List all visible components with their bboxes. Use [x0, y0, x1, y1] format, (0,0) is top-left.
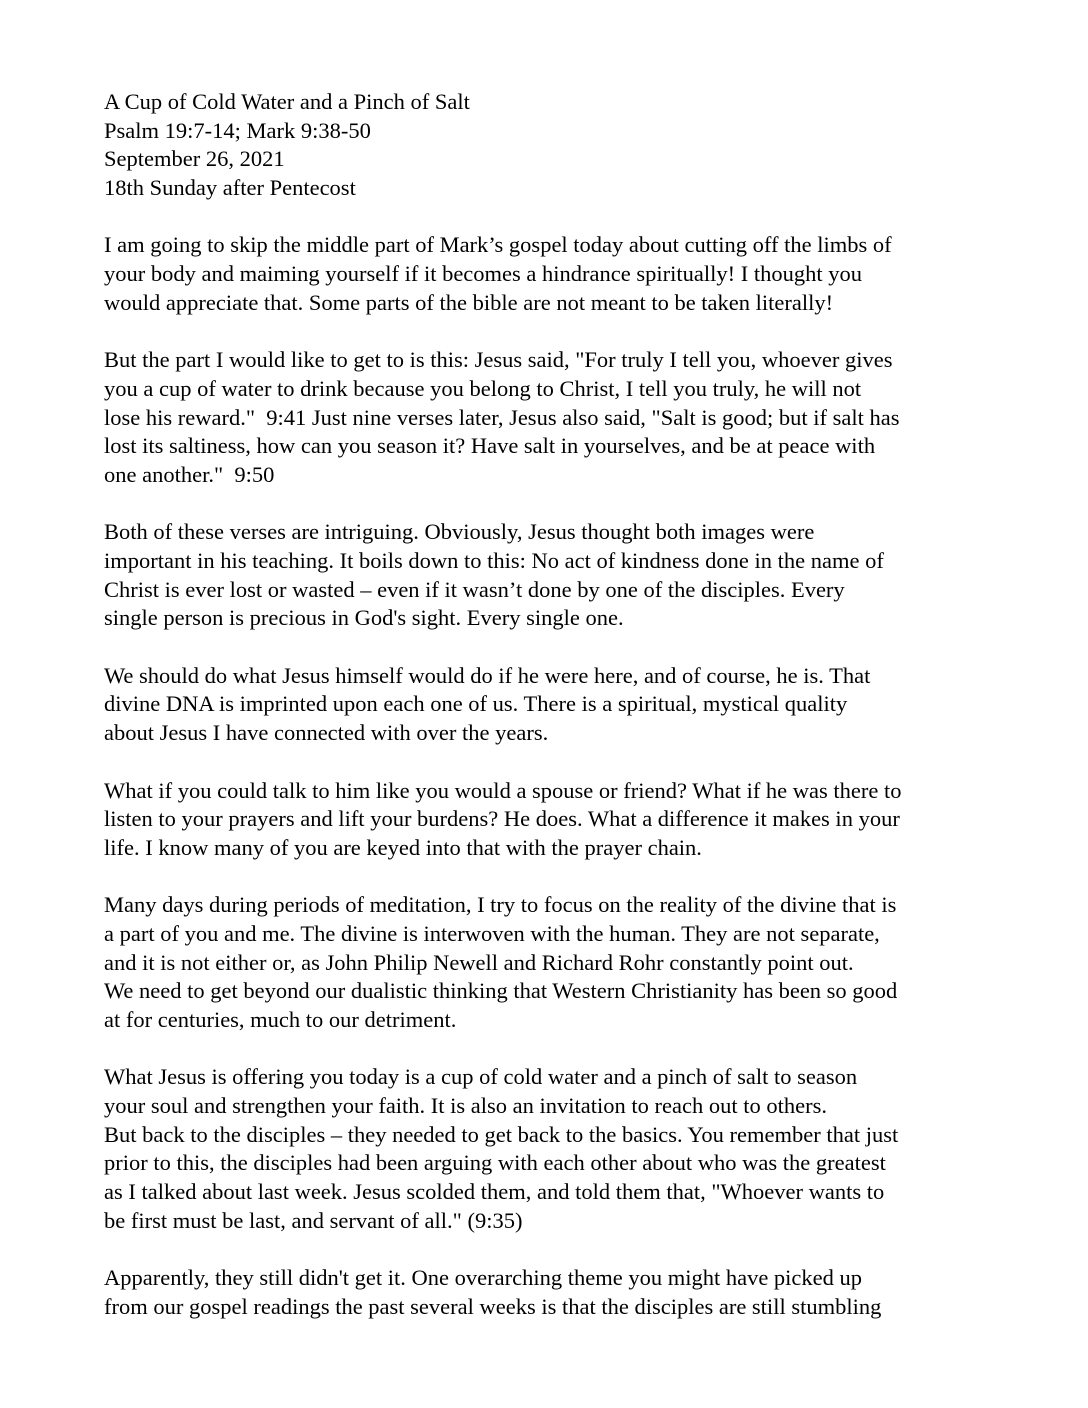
paragraph-line: We need to get beyond our dualistic thinking that Western Christianity has been so good	[104, 978, 898, 1004]
paragraph-line: a part of you and me. The divine is interwoven with the human. They are not separate,	[104, 920, 880, 946]
paragraph	[104, 1264, 1004, 1321]
paragraph-gap	[104, 318, 1004, 347]
paragraph	[104, 662, 1004, 748]
paragraph-line: Both of these verses are intriguing. Obviously, Jesus thought both images were	[104, 519, 815, 545]
paragraph	[104, 518, 1004, 633]
paragraph-line: lost its saltiness, how can you season it? Have salt in yourselves, and be at peace with	[104, 433, 876, 459]
scripture-reference: Psalm 19:7-14; Mark 9:38-50	[104, 117, 371, 143]
paragraph-line: at for centuries, much to our detriment.	[104, 1007, 457, 1032]
paragraph-line: about Jesus I have connected with over the years.	[104, 720, 549, 746]
paragraph-line: divine DNA is imprinted upon each one of us. There is a spiritual, mystical quality	[104, 691, 848, 717]
sermon-date: September 26, 2021	[104, 146, 285, 172]
paragraph-line: What if you could talk to him like you would a spouse or friend? What if he was there to	[104, 777, 902, 803]
paragraph-line: your body and maiming yourself if it becomes a hindrance spiritually! I thought you	[104, 261, 862, 287]
paragraph-line: Apparently, they still didn't get it. One overarching theme you might have picked up	[104, 1265, 863, 1291]
paragraph-line: single person is precious in God's sight. Every single one.	[104, 605, 624, 631]
paragraph-line: Christ is ever lost or wasted – even if it wasn’t done by one of the disciples. Every	[104, 576, 845, 602]
paragraph-line: lose his reward." 9:41 Just nine verses later, Jesus also said, "Salt is good; but if salt has	[104, 404, 900, 430]
paragraph	[104, 346, 1004, 489]
paragraph	[104, 231, 1004, 317]
paragraph-gap	[104, 863, 1004, 892]
paragraph-gap	[104, 490, 1004, 519]
paragraph-gap	[104, 633, 1004, 662]
paragraph-gap	[104, 1035, 1004, 1064]
paragraph-line: as I talked about last week. Jesus scolded them, and told them that, "Whoever wants to	[104, 1179, 885, 1205]
paragraph-gap	[104, 748, 1004, 777]
paragraph-line: Many days during periods of meditation, I try to focus on the reality of the divine that is	[104, 892, 897, 918]
paragraph-line: We should do what Jesus himself would do if he were here, and of course, he is. That	[104, 662, 871, 688]
sermon-body	[104, 231, 1004, 1321]
paragraph	[104, 891, 1004, 1034]
paragraph-line: and it is not either or, as John Philip Newell and Richard Rohr constantly point out.	[104, 949, 854, 975]
paragraph	[104, 777, 1004, 863]
paragraph-line: What Jesus is offering you today is a cup of cold water and a pinch of salt to season	[104, 1064, 858, 1090]
sermon-title: A Cup of Cold Water and a Pinch of Salt	[104, 89, 470, 114]
sermon-text	[104, 88, 1004, 1322]
paragraph-gap	[104, 203, 1004, 232]
paragraph-line: listen to your prayers and lift your burdens? He does. What a difference it makes in your	[104, 806, 900, 832]
paragraph-line: your soul and strengthen your faith. It is also an invitation to reach out to others.	[104, 1093, 827, 1119]
paragraph-line: I am going to skip the middle part of Mark’s gospel today about cutting off the limbs of	[104, 232, 892, 258]
paragraph-line: from our gospel readings the past several weeks is that the disciples are still stumbling	[104, 1293, 882, 1319]
paragraph-line: would appreciate that. Some parts of the bible are not meant to be taken literally!	[104, 289, 834, 315]
paragraph-line: be first must be last, and servant of all." (9:35)	[104, 1207, 523, 1233]
paragraph-gap	[104, 1236, 1004, 1265]
paragraph	[104, 1063, 1004, 1235]
liturgical-occasion: 18th Sunday after Pentecost	[104, 175, 356, 201]
paragraph-line: But back to the disciples – they needed to get back to the basics. You remember that just	[104, 1121, 899, 1147]
paragraph-line: you a cup of water to drink because you belong to Christ, I tell you truly, he will not	[104, 375, 862, 401]
paragraph-line: life. I know many of you are keyed into that with the prayer chain.	[104, 834, 702, 860]
paragraph-line: one another." 9:50	[104, 461, 275, 487]
paragraph-line: important in his teaching. It boils down to this: No act of kindness done in the name of	[104, 548, 884, 573]
paragraph-line: prior to this, the disciples had been arguing with each other about who was the greatest	[104, 1150, 886, 1176]
paragraph-line: But the part I would like to get to is this: Jesus said, "For truly I tell you, whoever gives	[104, 347, 893, 373]
